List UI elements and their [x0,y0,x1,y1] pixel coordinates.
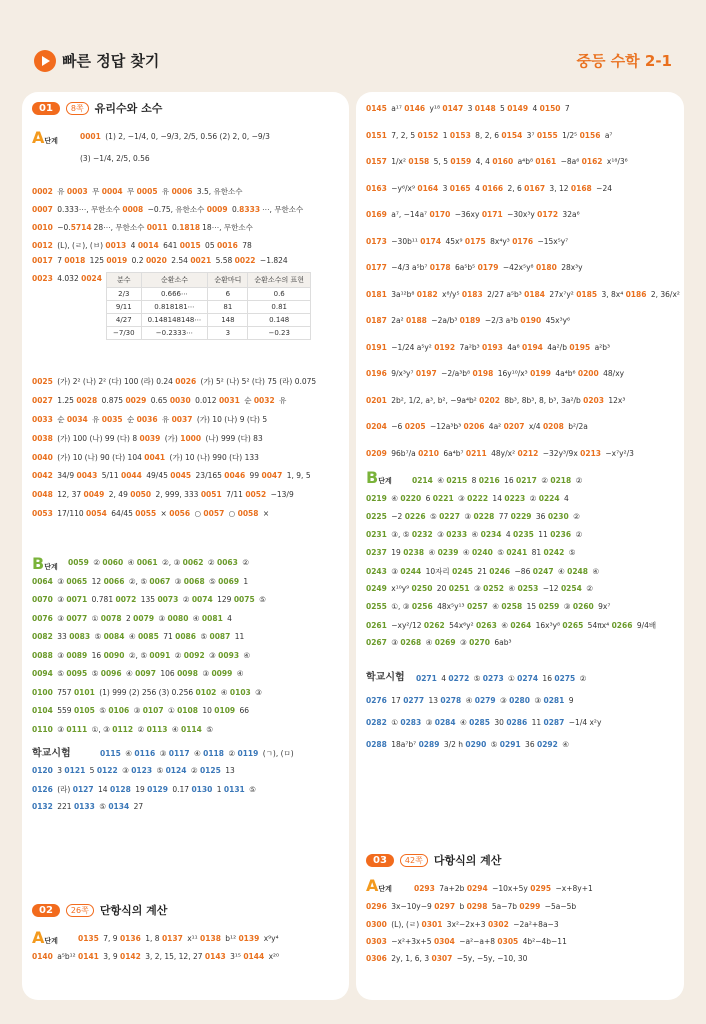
answer-row: 0001 (1) 2, −1/4, 0, −9/3, 2/5, 0.56 (2) 2, 0, −9/3 [80,132,270,141]
right-column [356,92,684,1000]
answer-row: 0126 (라) 0127 14 0128 19 0129 0.1̇7̇ 0130 1 0131 ⑤ [32,785,256,794]
answer-row: 0214 ④ 0215 8 0216 16 0217 ② 0218 ② [412,476,583,485]
section-header-1 [32,100,162,116]
answer-row: 0187 2a² 0188 −2a/b³ 0189 −2/3 a³b 0190 45x³y⁶ [366,316,571,325]
stage-a-label: A단계 [32,928,58,947]
section-page: 8쪽 [66,102,89,115]
section-number: 01 [32,102,60,115]
answer-row: 0088 ③ 0089 16 0090 ②, ⑤ 0091 ② 0092 ③ 0093 ④ [32,650,251,660]
answer-row: 0064 ③ 0065 12 0066 ②, ⑤ 0067 ③ 0068 ⑤ 0069 1 [32,576,249,586]
table-cell: −0.2333⋯ [141,327,208,340]
answer-row: 0196 9/x³y⁷ 0197 −2/a³b⁸ 0198 16y¹⁰/x³ 0199 4a⁴b⁶ 0200 48/xy [366,369,625,378]
answer-row: 0040 (가) 10 (나) 90 (다) 104 0041 (가) 10 (나) 990 (다) 133 [32,453,259,462]
answer-row: 0115 ④ 0116 ③ 0117 ④ 0118 ② 0119 (ㄱ), (ㅁ) [100,749,294,758]
answer-row: 0151 7, 2, 5 0152 1 0153 8, 2, 6 0154 3⁷ 0155 1/2⁵ 0156 a⁷ [366,130,613,140]
answer-row: 0100 757 0101 (1) 999 (2) 256 (3) 0.2̇5̇6̇ 0102 ④ 0103 ③ [32,687,262,697]
school-exam-label: 학교시험 [32,748,71,759]
section-title: 유리수와 소수 [94,102,163,115]
section-number: 03 [366,854,394,867]
table-cell: 0.818181⋯ [141,301,208,314]
answer-row: 0191 −1/24 a⁵y² 0192 7a²b³ 0193 4a⁸ 0194 4a²/b 0195 a²b³ [366,342,610,352]
answer-row: 0140 a⁵b¹² 0141 3, 9 0142 3, 2, 15, 12, 27 0143 3¹⁵ 0144 x²⁰ [32,952,280,961]
answer-row: 0261 −xy²/12 0262 54x⁶y² 0263 ④ 0264 16x³y⁸ 0265 54πx⁴ 0266 9/4배 [366,621,657,630]
table-cell: 0.666⋯ [141,288,208,301]
answer-row: 0082 33 0083 ⑤ 0084 ④ 0085 71 0086 ⑤ 0087 11 [32,632,245,641]
page-header [0,0,706,90]
answer-row: 0053 17/110 0054 64/45 0055 × 0056 ○ 0057 ○ 0058 × [32,509,270,518]
answer-row: 0104 559 0105 ⑤ 0106 ③ 0107 ① 0108 10 0109 66 [32,706,250,715]
answer-row: 0010 −0.5714 28⋯, 무한소수 0011 0.1818 18⋯, 무한소수 [32,223,253,232]
answer-row: 0255 ①, ③ 0256 48x⁵y¹³ 0257 ④ 0258 15 0259 ③ 0260 9x⁷ [366,602,611,611]
answer-row: 0163 −y⁶/x⁹ 0164 3 0165 4 0166 2, 6 0167 3, 12 0168 −24 [366,183,612,193]
answer-row: 0042 34/9 0043 5/11 0044 49/45 0045 23/165 0046 99 0047 1, 9, 5 [32,471,311,480]
table-cell: −7/30 [107,327,142,340]
answer-row: 0249 x¹⁰y⁹ 0250 20 0251 ③ 0252 ④ 0253 −12 0254 ② [366,584,593,593]
school-exam-label: 학교시험 [366,672,405,683]
table-cell: −0.23̇ [248,327,311,340]
section-header-2 [32,902,167,918]
table-cell: 0.6̇ [248,288,311,301]
answer-row: 0070 ③ 0071 0.78̇1̇ 0072 135 0073 ② 0074 129 0075 ⑤ [32,595,266,604]
answer-row: 0303 −x²+3x+5 0304 −a²−a+8 0305 4b²−4b−11 [366,936,567,946]
answer-row: 0219 ④ 0220 6 0221 ③ 0222 14 0223 ② 0224 4 [366,494,569,503]
table-cell: 0.148148148⋯ [141,314,208,327]
answer-row: 0267 ③ 0268 ④ 0269 ③ 0270 6ab³ [366,638,512,647]
answer-row: 0209 96b⁷/a 0210 6a⁴b⁷ 0211 48y/x² 0212 −32y³/9x 0213 −x⁷y²/3 [366,448,634,458]
section-header-3 [366,852,501,868]
answer-row: 0157 1/x² 0158 5, 5 0159 4, 4 0160 a⁴b⁸ 0161 −8a⁶ 0162 x¹⁸/3⁶ [366,157,628,166]
answer-row: 0135 7, 9 0136 1, 8 0137 x¹¹ 0138 b¹² 0139 x⁹y⁴ [78,934,279,943]
answer-row: 0076 ③ 0077 ① 0078 2 0079 ③ 0080 ④ 0081 4 [32,613,232,623]
table-cell: 3 [208,327,248,340]
answer-row: 0002 유 0003 무 0004 무 0005 유 0006 3.5, 유한소수 [32,187,243,196]
table-cell: 81 [208,301,248,314]
table-row [107,314,311,327]
stage-b-label: B단계 [32,554,58,573]
answer-row: 0293 7a+2b 0294 −10x+5y 0295 −x+8y+1 [414,884,593,893]
table-cell: 6 [208,288,248,301]
stage-a-label: A단계 [366,876,392,895]
answer-row: 0007 0.333⋯, 무한소수 0008 −0.75, 유한소수 0009 0.8333 ⋯, 무한소수 [32,205,304,214]
table-header: 분수 [107,273,142,288]
answer-row: 0288 18a⁷b⁷ 0289 3/2 h 0290 ⑤ 0291 36 0292 ④ [366,740,569,749]
answer-row: 0017 7 0018 125 0019 0.2̇ 0020 2.5̇4̇ 0021 5.5̇8̇ 0022 −1.8̇2̇4̇ [32,256,288,265]
answer-row: 0012 (L), (ㄹ), (ㅂ) 0013 4 0014 641 0015 05 0016 78 [32,241,252,250]
answer-row: 0276 17 0277 13 0278 ④ 0279 ③ 0280 ③ 0281 9 [366,696,574,705]
answer-row: 0306 2y, 1, 6, 3 0307 −5y, −5y, −10, 30 [366,954,528,963]
section-page: 26쪽 [66,904,94,917]
stage-a-label: A단계 [32,128,58,147]
table-cell: 2/3 [107,288,142,301]
answer-row: 0201 2b², 1/2, a³, b², −9a⁴b² 0202 8b³, 8b³, 8, b³, 3a²/b 0203 12x³ [366,395,626,405]
answer-row: 0027 1.25 0028 0.875 0029 0.65 0030 0.012 0031 순 0032 유 [32,396,287,405]
answer-row: 0282 ① 0283 ③ 0284 ④ 0285 30 0286 11 0287 −1/4 x²y [366,718,602,727]
subject-label: 중등 수학 2-1 [576,52,672,70]
answer-row: 0038 (가) 100 (나) 99 (다) 8 0039 (가) 1000 (나) 999 (다) 83 [32,434,263,443]
answer-row: 0169 a⁷, −14a⁷ 0170 −36xy 0171 −30x³y 0172 32a⁶ [366,210,580,219]
section-number: 02 [32,904,60,917]
section-title: 단항식의 계산 [99,904,168,917]
answer-row: 0225 −2 0226 ⑤ 0227 ③ 0228 77 0229 36 0230 ② [366,512,580,521]
answer-row: 0025 (가) 2² (나) 2² (다) 100 (라) 0.24 0026 (가) 5² (나) 5² (다) 75 (라) 0.075 [32,377,317,386]
table-row [107,288,311,301]
table-header: 순환소수 [141,273,208,288]
answer-row: 0145 a¹⁷ 0146 y¹⁸ 0147 3 0148 5 0149 4 0150 7 [366,104,570,113]
answer-row: 0300 (L), (ㄹ) 0301 3x²−2x+3 0302 −2a²+8a−3 [366,920,559,929]
section-title: 다항식의 계산 [433,854,502,867]
table-cell: 148 [208,314,248,327]
answer-row: 0023 4.0̇3̇2̇ 0024 [32,274,102,283]
section-page: 42쪽 [400,854,428,867]
answer-row: 0271 4 0272 ⑤ 0273 ① 0274 16 0275 ② [416,674,587,683]
answer-row: 0173 −30b¹¹ 0174 45x⁹ 0175 8x⁴y³ 0176 −15x⁵y⁷ [366,236,569,246]
table-cell: 0.8̇1̇ [248,301,311,314]
play-logo-icon [34,50,56,72]
answer-row: 0243 ③ 0244 10자리 0245 21 0246 −86 0247 ④ 0248 ④ [366,567,600,576]
answer-row: 0181 3a¹²b⁸ 0182 x⁸/y⁵ 0183 2/27 a⁵b³ 0184 27x⁷y² 0185 3, 8x⁴ 0186 2, 36/x² [366,289,680,299]
left-column [22,92,349,1000]
table-row [107,327,311,340]
answer-row: (3) −1/4, 2/5, 0.56 [80,154,150,163]
table-cell: 0.1̇48̇ [248,314,311,327]
table-row [107,301,311,314]
table-cell: 9/11 [107,301,142,314]
table-header: 순환마디 [208,273,248,288]
table-header: 순환소수의 표현 [248,273,311,288]
answer-row: 0120 3 0121 5 0122 ③ 0123 ⑤ 0124 ② 0125 13 [32,766,235,775]
answer-row: 0033 순 0034 유 0035 순 0036 유 0037 (가) 10 (나) 9 (다) 5 [32,415,268,424]
answer-row: 0231 ③, ⑤ 0232 ③ 0233 ④ 0234 4 0235 11 0236 ② [366,530,583,539]
page-title: 빠른 정답 찾기 [62,52,160,70]
answer-row: 0094 ⑤ 0095 ⑤ 0096 ④ 0097 106 0098 ③ 0099 ④ [32,669,244,678]
answer-row: 0296 3x−10y−9 0297 b 0298 5a−7b 0299 −5a−5b [366,901,577,911]
stage-b-label: B단계 [366,468,392,487]
answer-row: 0204 −6 0205 −12a³b³ 0206 4a² 0207 x/4 0208 b²/2a [366,422,588,431]
table-cell: 4/27 [107,314,142,327]
repeating-decimal-table [106,272,311,340]
answer-row: 0048 12, 37 0049 2, 49 0050 2, 999, 333 0051 7/11 0052 −13/9 [32,490,294,499]
answer-row: 0177 −4/3 a⁵b⁷ 0178 6a⁵b⁵ 0179 −42x⁵y⁸ 0180 28x³y [366,263,583,272]
answer-row: 0132 221 0133 ⑤ 0134 27 [32,802,144,811]
answer-row: 0059 ② 0060 ④ 0061 ②, ③ 0062 ② 0063 ② [68,558,249,567]
answer-row: 0237 19 0238 ④ 0239 ④ 0240 ⑤ 0241 81 0242 ⑤ [366,548,576,557]
answer-row: 0110 ③ 0111 ①, ③ 0112 ② 0113 ④ 0114 ⑤ [32,724,213,734]
